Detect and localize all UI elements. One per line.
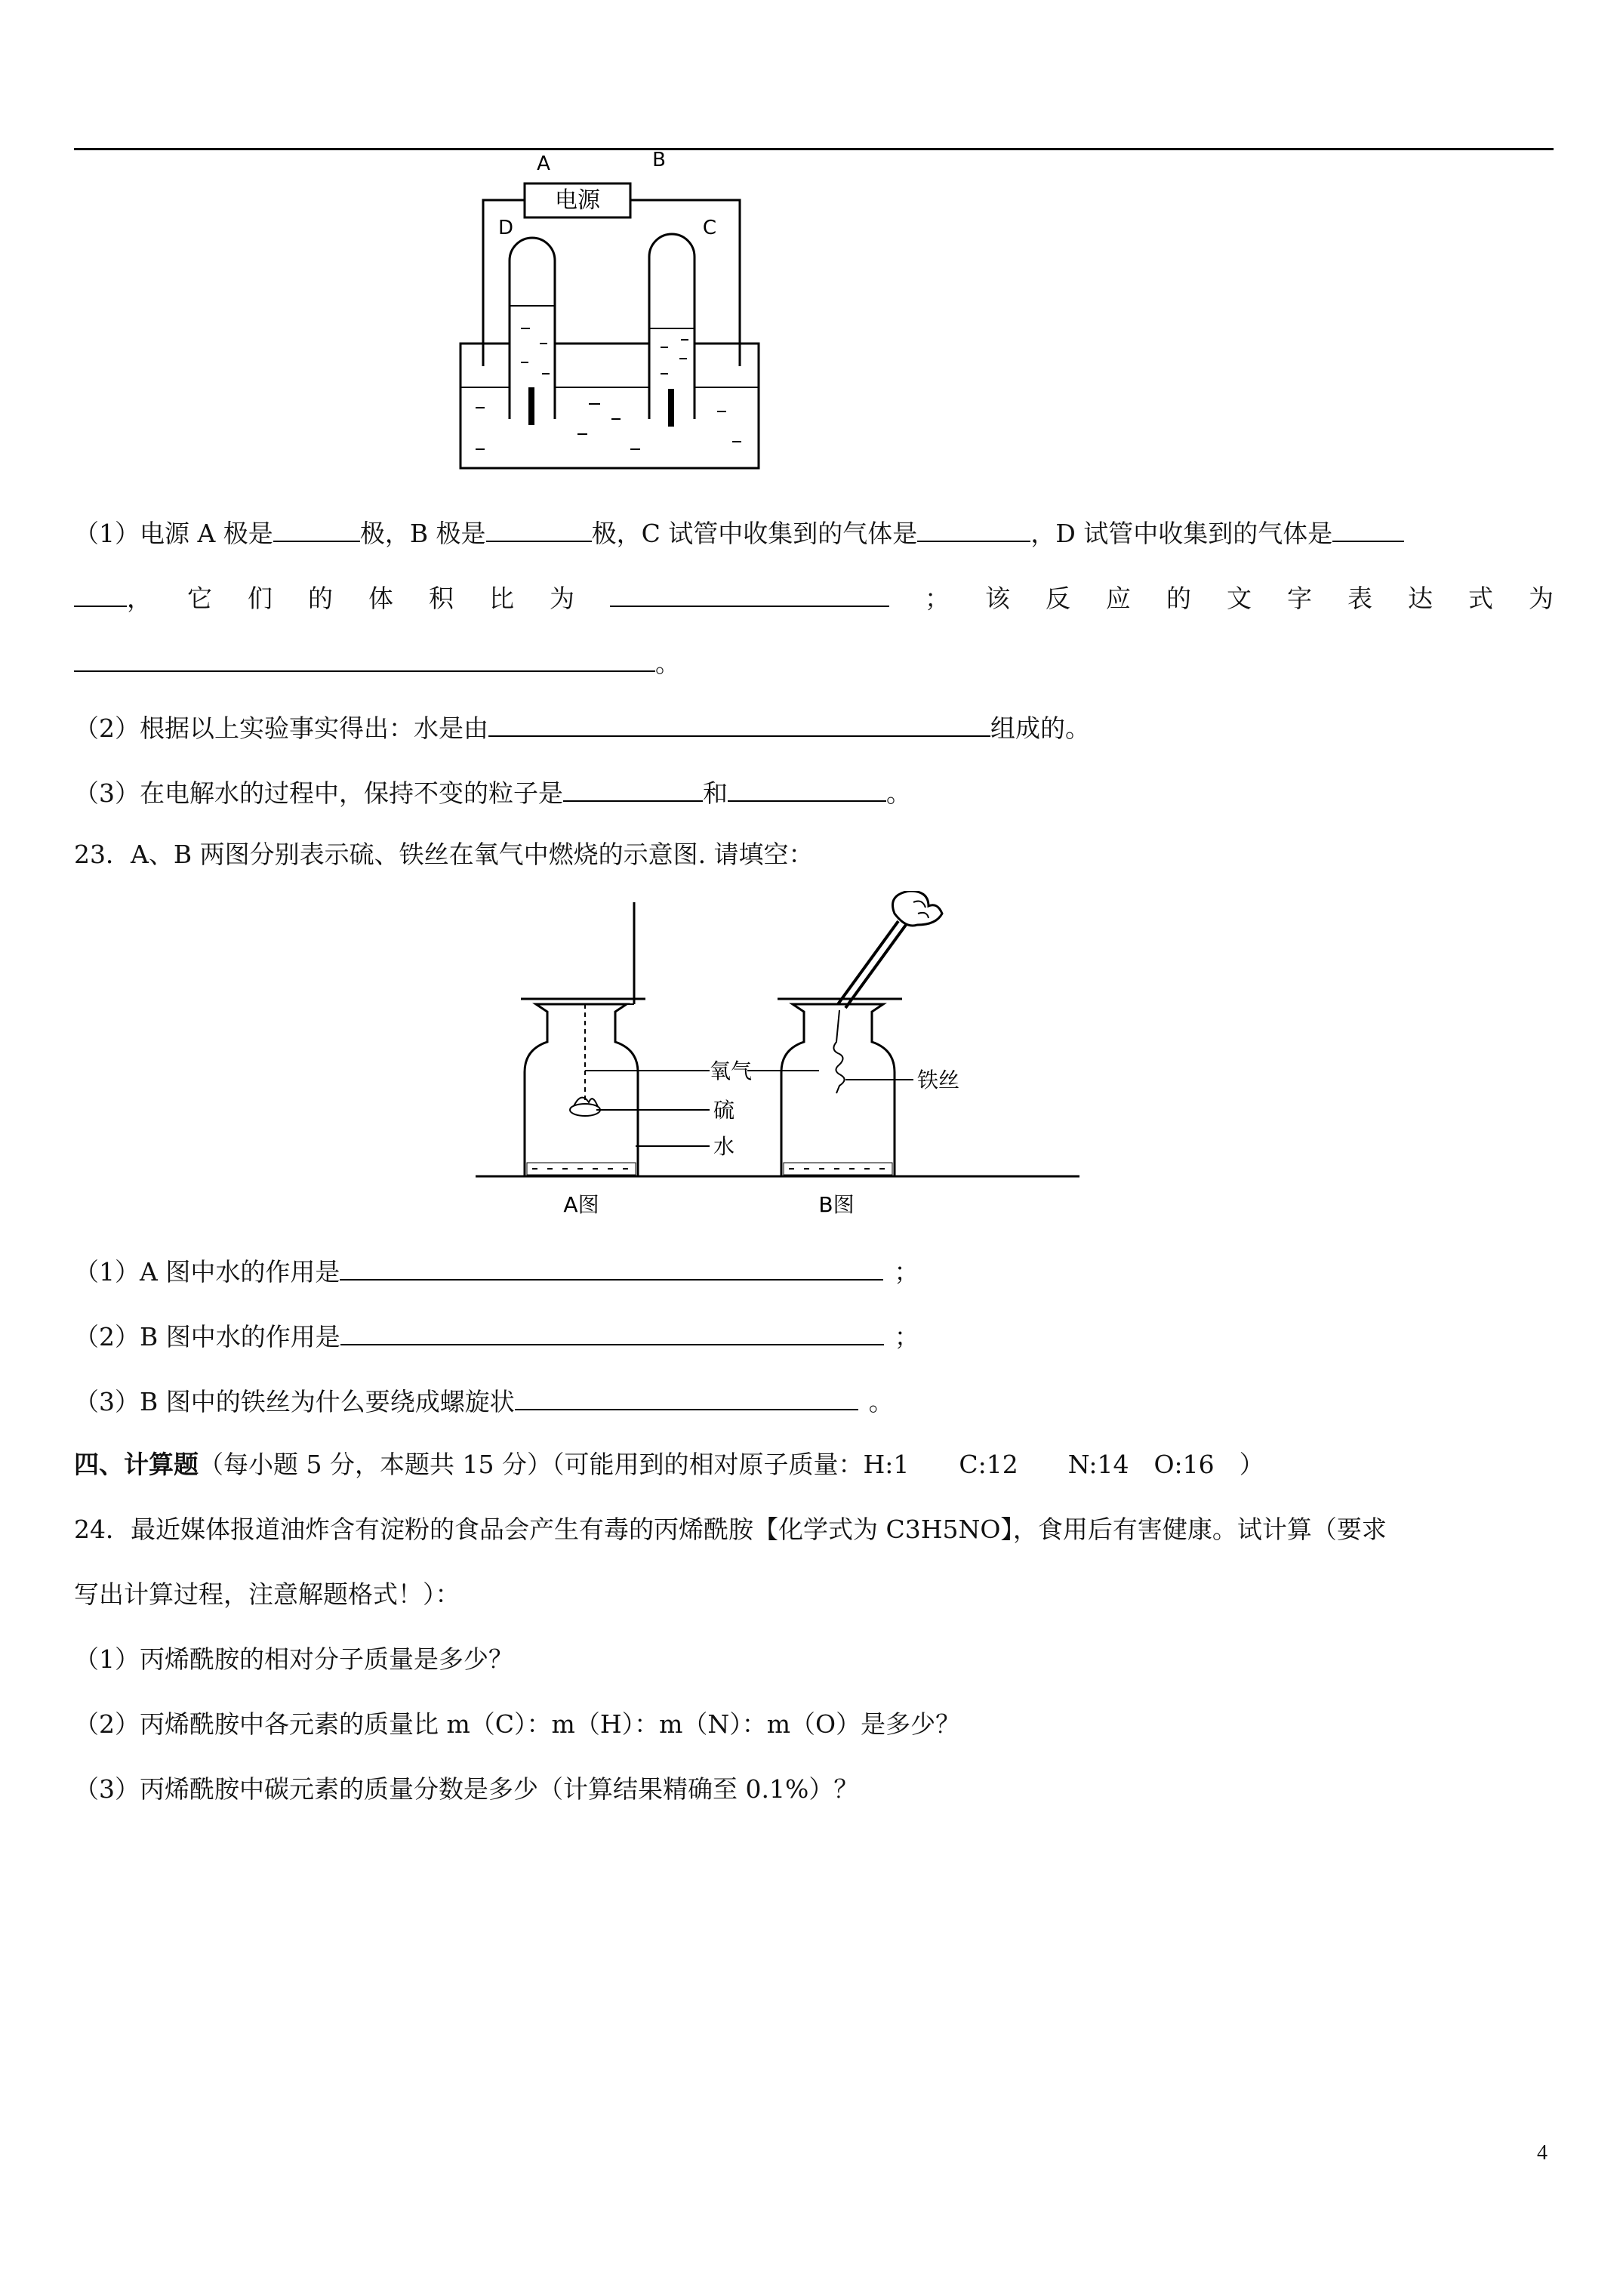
answer-blank-composition[interactable] bbox=[488, 710, 990, 737]
oxygen-label: 氧气 bbox=[710, 1059, 753, 1083]
combustion-figure bbox=[476, 891, 1095, 1223]
q23-part2: （2）B 图中水的作用是 ； bbox=[74, 1318, 1554, 1354]
answer-blank-particle-2[interactable] bbox=[728, 775, 886, 802]
spread-char: 积 bbox=[429, 584, 454, 613]
label-d: D bbox=[497, 217, 514, 239]
water-label: 水 bbox=[713, 1134, 735, 1159]
answer-blank-water-role-b[interactable] bbox=[340, 1318, 884, 1345]
q23-part3: （3）B 图中的铁丝为什么要绕成螺旋状 。 bbox=[74, 1383, 1554, 1419]
page-number: 4 bbox=[1537, 2141, 1548, 2165]
q24-stem-line1: 24．最近媒体报道油炸含有淀粉的食品会产生有毒的丙烯酰胺【化学式为 C3H5NO】，食用后有害健康。试计算（要求 bbox=[74, 1515, 1387, 1544]
spread-char: 式 bbox=[1468, 584, 1493, 613]
spread-char: 应 bbox=[1106, 584, 1131, 613]
q24-part3: （3）丙烯酰胺中碳元素的质量分数是多少（计算结果精确至 0.1%）？ bbox=[74, 1774, 859, 1804]
spread-char: 们 bbox=[248, 584, 273, 613]
spread-char: 体 bbox=[368, 584, 393, 613]
q22-part3: （3）在电解水的过程中，保持不变的粒子是 和 。 bbox=[74, 775, 1554, 810]
spread-char: 字 bbox=[1287, 584, 1312, 613]
answer-blank-spiral-reason[interactable] bbox=[515, 1383, 858, 1410]
spread-char: 文 bbox=[1227, 584, 1252, 613]
q23-part1: （1）A 图中水的作用是 ； bbox=[74, 1253, 1554, 1289]
answer-blank-water-role-a[interactable] bbox=[340, 1253, 883, 1281]
q24-part2: （2）丙烯酰胺中各元素的质量比 m（C）：m（H）：m（N）：m（O）是多少？ bbox=[74, 1709, 961, 1739]
answer-blank-b-pole[interactable] bbox=[486, 515, 592, 542]
section4-heading bbox=[74, 1448, 1554, 1481]
q24-stem-line2: 写出计算过程，注意解题格式！）： bbox=[74, 1579, 460, 1609]
answer-blank-a-pole[interactable] bbox=[273, 515, 360, 542]
q22-part1-line2: ， 它 们 的 体 积 比 为 ； 该 反 应 的 文 字 表 达 式 为 bbox=[74, 580, 1554, 615]
label-c: C bbox=[702, 217, 717, 239]
spread-char: 的 bbox=[308, 584, 333, 613]
q22-part1-line1: （1）电源 A 极是 极，B 极是 极，C 试管中收集到的气体是 ，D 试管中收集到的气体是 bbox=[74, 515, 1554, 550]
answer-blank-c-gas[interactable] bbox=[917, 515, 1030, 542]
spread-char: 为 bbox=[1529, 584, 1554, 613]
figure-a-caption: A图 bbox=[563, 1192, 599, 1217]
answer-blank-d-gas[interactable] bbox=[1332, 515, 1404, 542]
spread-char: 为 bbox=[550, 584, 574, 613]
spread-char: 它 bbox=[187, 584, 212, 613]
q22-part2: （2）根据以上实验事实得出：水是由 组成的。 bbox=[74, 710, 1554, 745]
header-rule bbox=[74, 148, 1554, 150]
q22-part1-line3: 。 bbox=[74, 645, 1554, 680]
spread-char: 该 bbox=[985, 584, 1010, 613]
q24-part1: （1）丙烯酰胺的相对分子质量是多少？ bbox=[74, 1644, 513, 1674]
power-label: 电源 bbox=[555, 187, 600, 214]
q23-stem: 23．A、B 两图分别表示硫、铁丝在氧气中燃烧的示意图. 请填空： bbox=[74, 840, 814, 869]
label-a: A bbox=[537, 153, 550, 175]
iron-wire-label: 铁丝 bbox=[917, 1068, 960, 1093]
spread-char: 比 bbox=[489, 584, 514, 613]
section4-instructions: （每小题 5 分，本题共 15 分）（可能用到的相对原子质量：H:1 C:12 N:14 O:16 ） bbox=[199, 1450, 1264, 1479]
spread-char: 达 bbox=[1408, 584, 1433, 613]
answer-blank-word-equation[interactable] bbox=[74, 645, 655, 672]
sulfur-label: 硫 bbox=[713, 1098, 735, 1123]
answer-blank-d-gas-cont[interactable] bbox=[74, 580, 127, 607]
answer-blank-volume-ratio[interactable] bbox=[610, 580, 889, 607]
spread-char: 表 bbox=[1347, 584, 1372, 613]
figure-b-caption: B图 bbox=[818, 1192, 855, 1217]
spread-char: 反 bbox=[1046, 584, 1070, 613]
label-b: B bbox=[652, 149, 666, 171]
answer-blank-particle-1[interactable] bbox=[563, 775, 703, 802]
electrolysis-figure bbox=[445, 147, 778, 479]
section4-title: 四、计算题 bbox=[74, 1450, 199, 1479]
spread-char: 的 bbox=[1166, 584, 1191, 613]
